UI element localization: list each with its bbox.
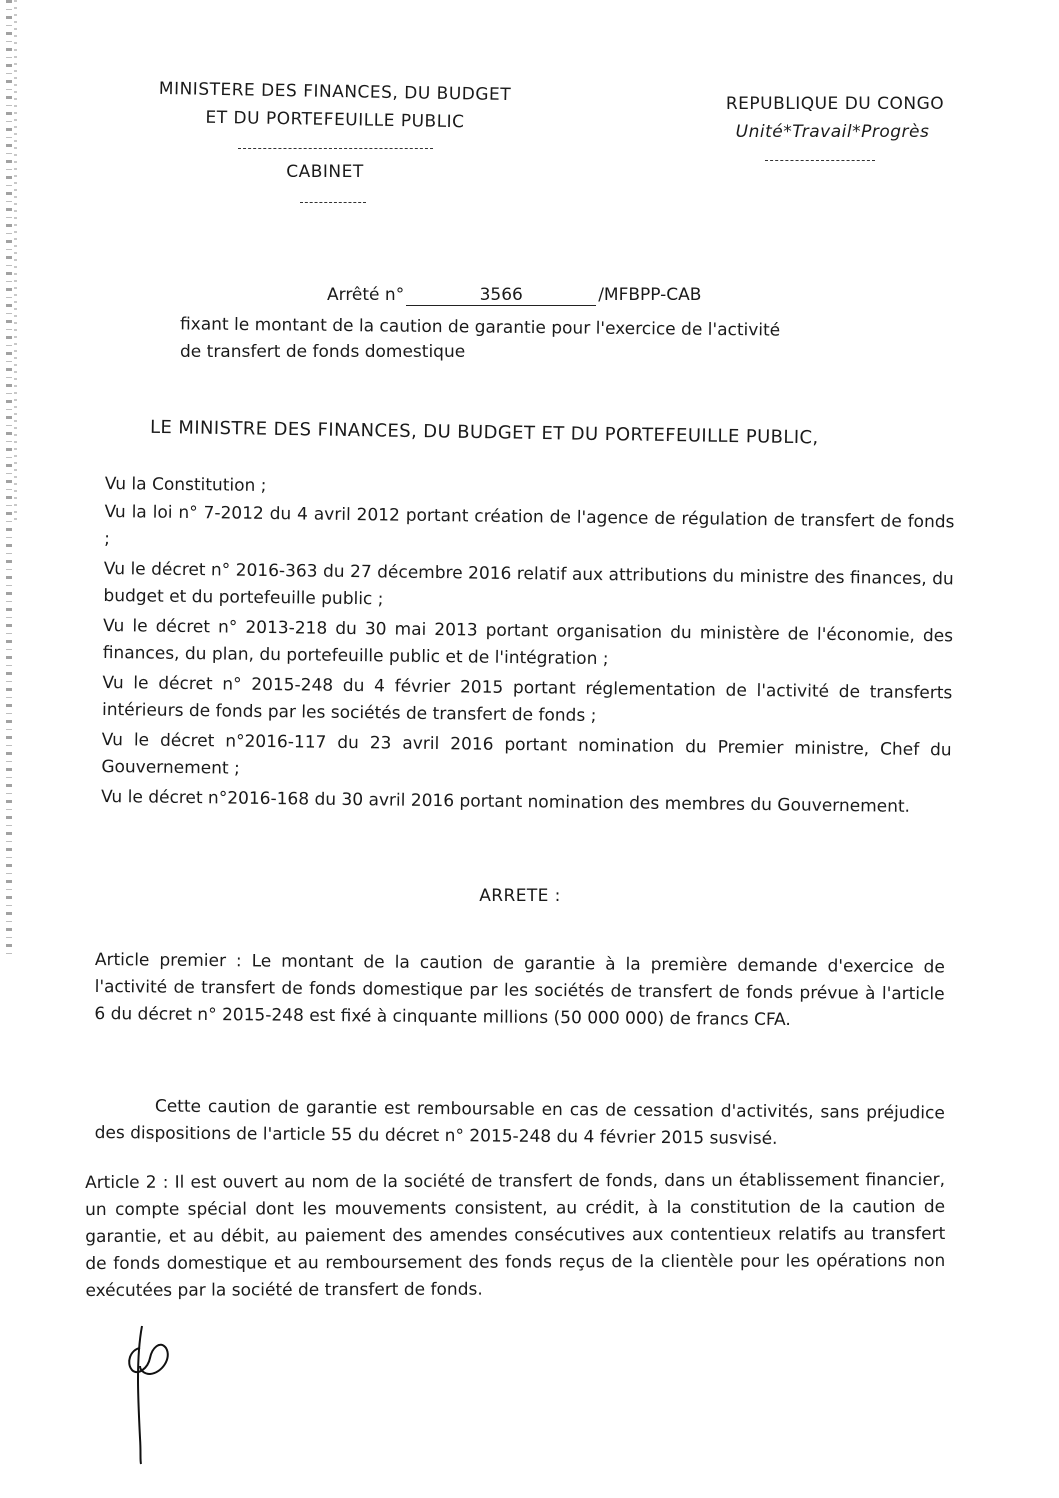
republic-label: REPUBLIQUE DU CONGO	[725, 94, 945, 114]
visa-item: Vu le décret n°2016-168 du 30 avril 2016 portant nomination des membres du Gouvernement.	[100, 786, 911, 817]
scan-edge-artifact-2	[14, 0, 17, 520]
decree-prefix: Arrêté n°	[327, 285, 405, 305]
minister-title: LE MINISTRE DES FINANCES, DU BUDGET ET DU PORTEFEUILLE PUBLIC,	[149, 416, 819, 449]
cabinet-label: CABINET	[286, 162, 364, 182]
visa-item: Vu le décret n° 2016-363 du 27 décembre 2016 relatif aux attributions du ministre des finances, du budget et du portefeuille public ;	[103, 558, 954, 610]
visa-list	[101, 471, 955, 821]
ministry-line-1: MINISTERE DES FINANCES, DU BUDGET	[158, 78, 512, 106]
visa-item: Vu le décret n°2016-117 du 23 avril 2016 portant nomination du Premier ministre, Chef du Gouvernement ;	[101, 729, 952, 779]
republic-divider	[765, 160, 875, 161]
visa-item: Vu la loi n° 7-2012 du 4 avril 2012 portant création de l'agence de régulation de transfert de fonds ;	[104, 501, 955, 550]
visa-item: Vu le décret n° 2013-218 du 30 mai 2013 portant organisation du ministère de l'économie, des finances, du plan, du portefeuille public et de l'intégration ;	[102, 615, 954, 670]
cabinet-divider	[300, 202, 366, 203]
article-premier-paragraph-2: Cette caution de garantie est remboursable en cas de cessation d'activités, sans préjudice des dispositions de l'article 55 du décret n° 2015-248 du 4 février 2015 susvisé.	[94, 1096, 945, 1149]
ministry-divider	[238, 148, 433, 149]
decree-subject-1: fixant le montant de la caution de garantie pour l'exercice de l'activité	[179, 314, 781, 341]
scan-edge-artifact	[6, 0, 12, 960]
arrete-heading: ARRETE :	[479, 886, 561, 906]
visa-item: Vu le décret n° 2015-248 du 4 février 2015 portant réglementation de l'activité de transferts intérieurs de fonds par les sociétés de transfert de fonds ;	[101, 672, 953, 727]
article-premier: Article premier : Le montant de la caution de garantie à la première demande d'exercice de l'activité de transfert de fonds domestique par les sociétés de transfert de fonds prévue à l'article 6 du décret n° 2015-248 est fixé à cinquante millions (50 000 000) de francs CFA.	[94, 949, 945, 1031]
handwritten-initial-signature	[110, 1318, 200, 1468]
decree-subject-2: de transfert de fonds domestique	[180, 342, 466, 362]
article-2: Article 2 : Il est ouvert au nom de la société de transfert de fonds, dans un établissement financier, un compte spécial dont les mouvements consistent, au crédit, à la constitution de la caution de garantie, et au débit, au paiement des amendes consécutives aux contentieux relatifs au transfert de fonds domestique et au remboursement des fonds reçus de la clientèle pour les opérations non exécutées par la société de transfert de fonds.	[85, 1169, 946, 1301]
decree-suffix: /MFBPP-CAB	[598, 285, 702, 305]
decree-number: 3566	[406, 285, 596, 306]
republic-motto: Unité*Travail*Progrès	[735, 122, 930, 142]
decree-reference	[327, 285, 787, 306]
ministry-line-2: ET DU PORTEFEUILLE PUBLIC	[205, 107, 465, 133]
visa-item: Vu la Constitution ;	[104, 473, 267, 496]
